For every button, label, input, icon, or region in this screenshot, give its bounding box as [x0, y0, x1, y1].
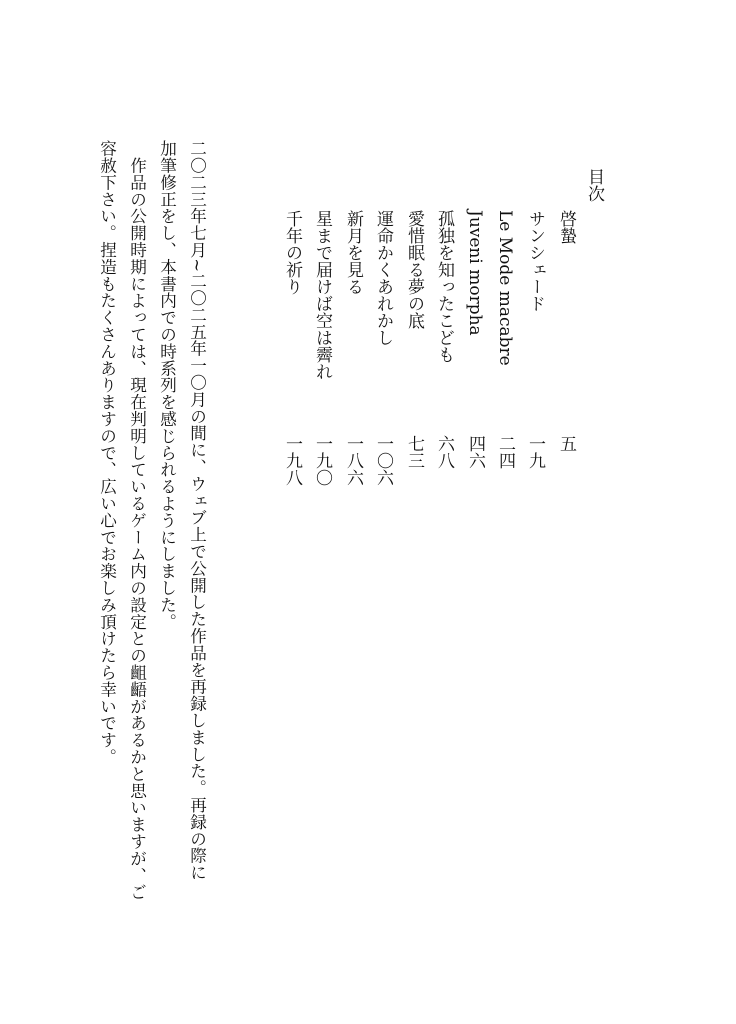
toc-entry[interactable]	[555, 210, 577, 490]
note-line: 二〇二三年七月~二〇二五年一〇月の間に、ウェブ上で公開した作品を再録しました。再録の際に	[187, 140, 207, 881]
toc-entry[interactable]	[311, 210, 333, 490]
note-line: 加筆修正をし、本書内での時系列を感じられるようにしました。	[157, 140, 177, 631]
toc-entry[interactable]	[494, 210, 516, 490]
toc-entry[interactable]	[403, 210, 425, 490]
toc-entry-title: 星まで届けば空は霽れ	[312, 210, 332, 380]
toc-entry-title: サンシェード	[525, 210, 545, 312]
toc-entry[interactable]	[524, 210, 546, 490]
note-line: 容赦下さい。捏造もたくさんありますので、広い心でお楽しみ頂けたら幸いです。	[97, 140, 117, 766]
toc-entry-title: 新月を見る	[343, 210, 363, 295]
note-line: 作品の公開時期によっては、現在判明しているゲーム内の設定との齟齬があるかと思いますが、ご	[127, 140, 147, 901]
toc-entry[interactable]	[342, 210, 364, 490]
toc-entry-title: Juveni morpha	[465, 210, 485, 336]
toc-entry-title: 啓蟄	[556, 210, 576, 244]
toc-entry-page: 五	[556, 435, 576, 452]
toc-entry-title: 孤独を知ったこども	[434, 210, 454, 363]
toc-entry[interactable]	[464, 210, 486, 490]
toc-entry-title: 千年の祈り	[282, 210, 302, 295]
toc-entry[interactable]	[281, 210, 303, 490]
toc-entry-page: 一九	[525, 435, 545, 469]
toc-entry[interactable]	[372, 210, 394, 490]
toc-entry-page: 二四	[495, 435, 515, 469]
toc-entry-page: 一九八	[282, 435, 302, 486]
toc-entry-page: 七三	[404, 435, 424, 469]
toc-entry-title: Le Mode macabre	[495, 210, 515, 366]
toc-entry-title: 運命かくあれかし	[373, 210, 393, 346]
toc-heading: 目次	[584, 168, 604, 202]
toc-entry-page: 四六	[465, 435, 485, 469]
toc-entry-page: 一九〇	[312, 435, 332, 486]
toc-entry-page: 六八	[434, 435, 454, 469]
toc-entry-page: 一〇六	[373, 435, 393, 486]
toc-entry-page: 一八六	[343, 435, 363, 486]
toc-entry-title: 愛惜眠る夢の底	[404, 210, 424, 329]
toc-entry[interactable]	[433, 210, 455, 490]
